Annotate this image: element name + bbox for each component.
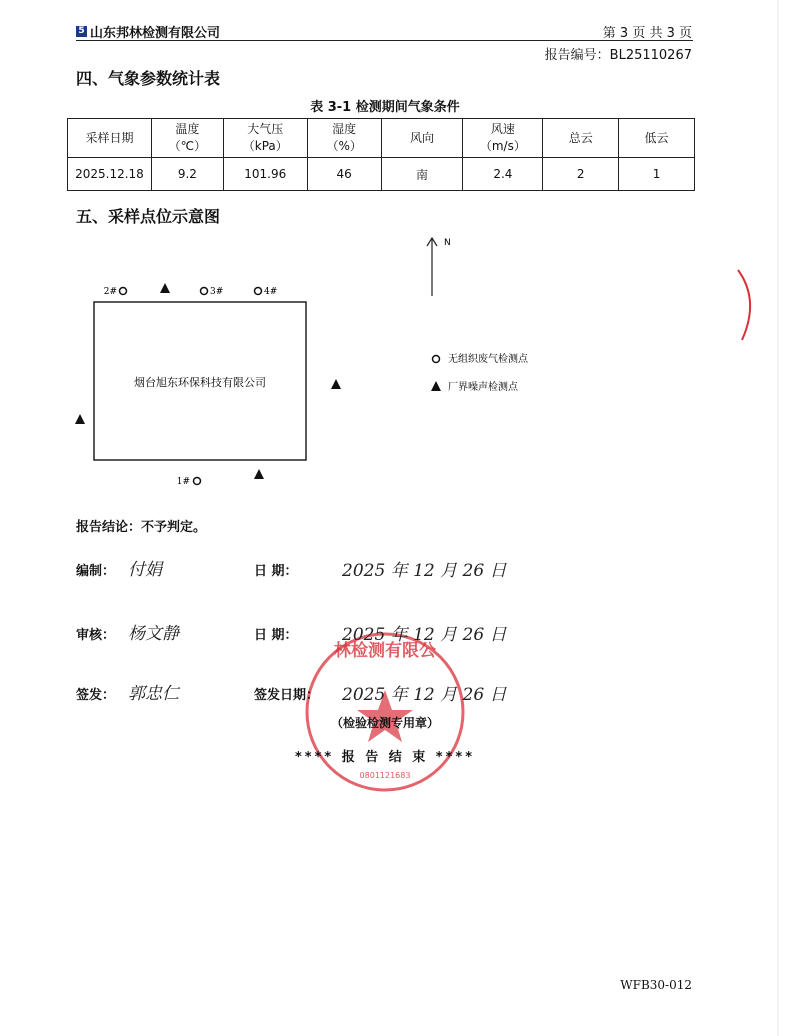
reviewer-date: 2025 年 12 月 26 日 xyxy=(342,625,507,645)
legend-noise-label: 厂界噪声检测点 xyxy=(448,382,518,393)
reviewer-signature: 杨文静 xyxy=(128,624,179,644)
col-total-cloud: 总云 xyxy=(543,119,619,158)
editor-date: 2025 年 12 月 26 日 xyxy=(342,561,507,581)
noise-point-south-icon xyxy=(254,469,264,479)
report-number: 报告编号：BL25110267 xyxy=(544,48,692,63)
stamp-ring-text: 林检测有限公 xyxy=(334,641,436,661)
col-humidity: 湿度 （%） xyxy=(307,119,381,158)
noise-point-west-icon xyxy=(75,414,85,424)
form-code: WFB30-012 xyxy=(620,978,692,992)
point-1-label: 1# xyxy=(176,477,190,487)
cell-pressure: 101.96 xyxy=(223,158,307,191)
editor-signature: 付娟 xyxy=(128,560,162,580)
issuer-signature: 郭忠仁 xyxy=(128,684,179,704)
stamp-number: 0801121683 xyxy=(359,771,411,780)
legend-gas-label: 无组织废气检测点 xyxy=(448,354,528,365)
col-wind-speed: 风速 （m/s） xyxy=(463,119,543,158)
col-pressure: 大气压 （kPa） xyxy=(223,119,307,158)
legend-noise-icon xyxy=(431,381,441,391)
table-title: 表 3-1 检测期间气象条件 xyxy=(310,100,460,115)
report-end-marker: **** 报 告 结 束 **** xyxy=(294,750,476,765)
noise-point-east-icon xyxy=(331,379,341,389)
section-4-title: 四、气象参数统计表 xyxy=(76,69,221,88)
section-5-title: 五、采样点位示意图 xyxy=(76,207,221,226)
col-date: 采样日期 xyxy=(68,119,152,158)
noise-point-north-icon xyxy=(160,283,170,293)
page-info: 第 3 页 共 3 页 xyxy=(602,26,692,41)
cell-date: 2025.12.18 xyxy=(68,158,152,191)
cell-humidity: 46 xyxy=(307,158,381,191)
north-label: N xyxy=(444,238,451,248)
issuer-date-label: 签发日期： xyxy=(254,688,320,703)
col-low-cloud: 低云 xyxy=(619,119,695,158)
issuer-date: 2025 年 12 月 26 日 xyxy=(342,685,507,705)
col-temperature: 温度 （℃） xyxy=(151,119,223,158)
factory-name: 烟台旭东环保科技有限公司 xyxy=(134,376,266,389)
point-2-label: 2# xyxy=(103,287,117,297)
editor-date-label: 日 期： xyxy=(254,564,298,579)
point-3-label: 3# xyxy=(210,287,224,297)
legend-gas-icon xyxy=(433,356,440,363)
gas-point-3-icon xyxy=(201,288,208,295)
official-stamp xyxy=(307,634,463,790)
cell-low-cloud: 1 xyxy=(619,158,695,191)
north-arrow-icon xyxy=(427,238,437,296)
editor-label: 编制： xyxy=(76,564,116,579)
edge-stamp-mark xyxy=(738,270,750,340)
col-wind-direction: 风向 xyxy=(381,119,463,158)
reviewer-label: 审核： xyxy=(76,628,116,643)
issuer-label: 签发： xyxy=(76,688,116,703)
gas-point-4-icon xyxy=(255,288,262,295)
company-name: 山东邦林检测有限公司 xyxy=(90,26,221,41)
cell-wind-direction: 南 xyxy=(381,158,463,191)
gas-point-1-icon xyxy=(194,478,201,485)
point-4-label: 4# xyxy=(264,287,278,297)
reviewer-date-label: 日 期： xyxy=(254,628,298,643)
company-logo-icon: 5 xyxy=(76,26,87,37)
gas-point-2-icon xyxy=(120,288,127,295)
cell-wind-speed: 2.4 xyxy=(463,158,543,191)
cell-total-cloud: 2 xyxy=(543,158,619,191)
cell-temperature: 9.2 xyxy=(151,158,223,191)
stamp-caption: （检验检测专用章） xyxy=(330,716,439,730)
report-conclusion: 报告结论：不予判定。 xyxy=(76,520,207,535)
